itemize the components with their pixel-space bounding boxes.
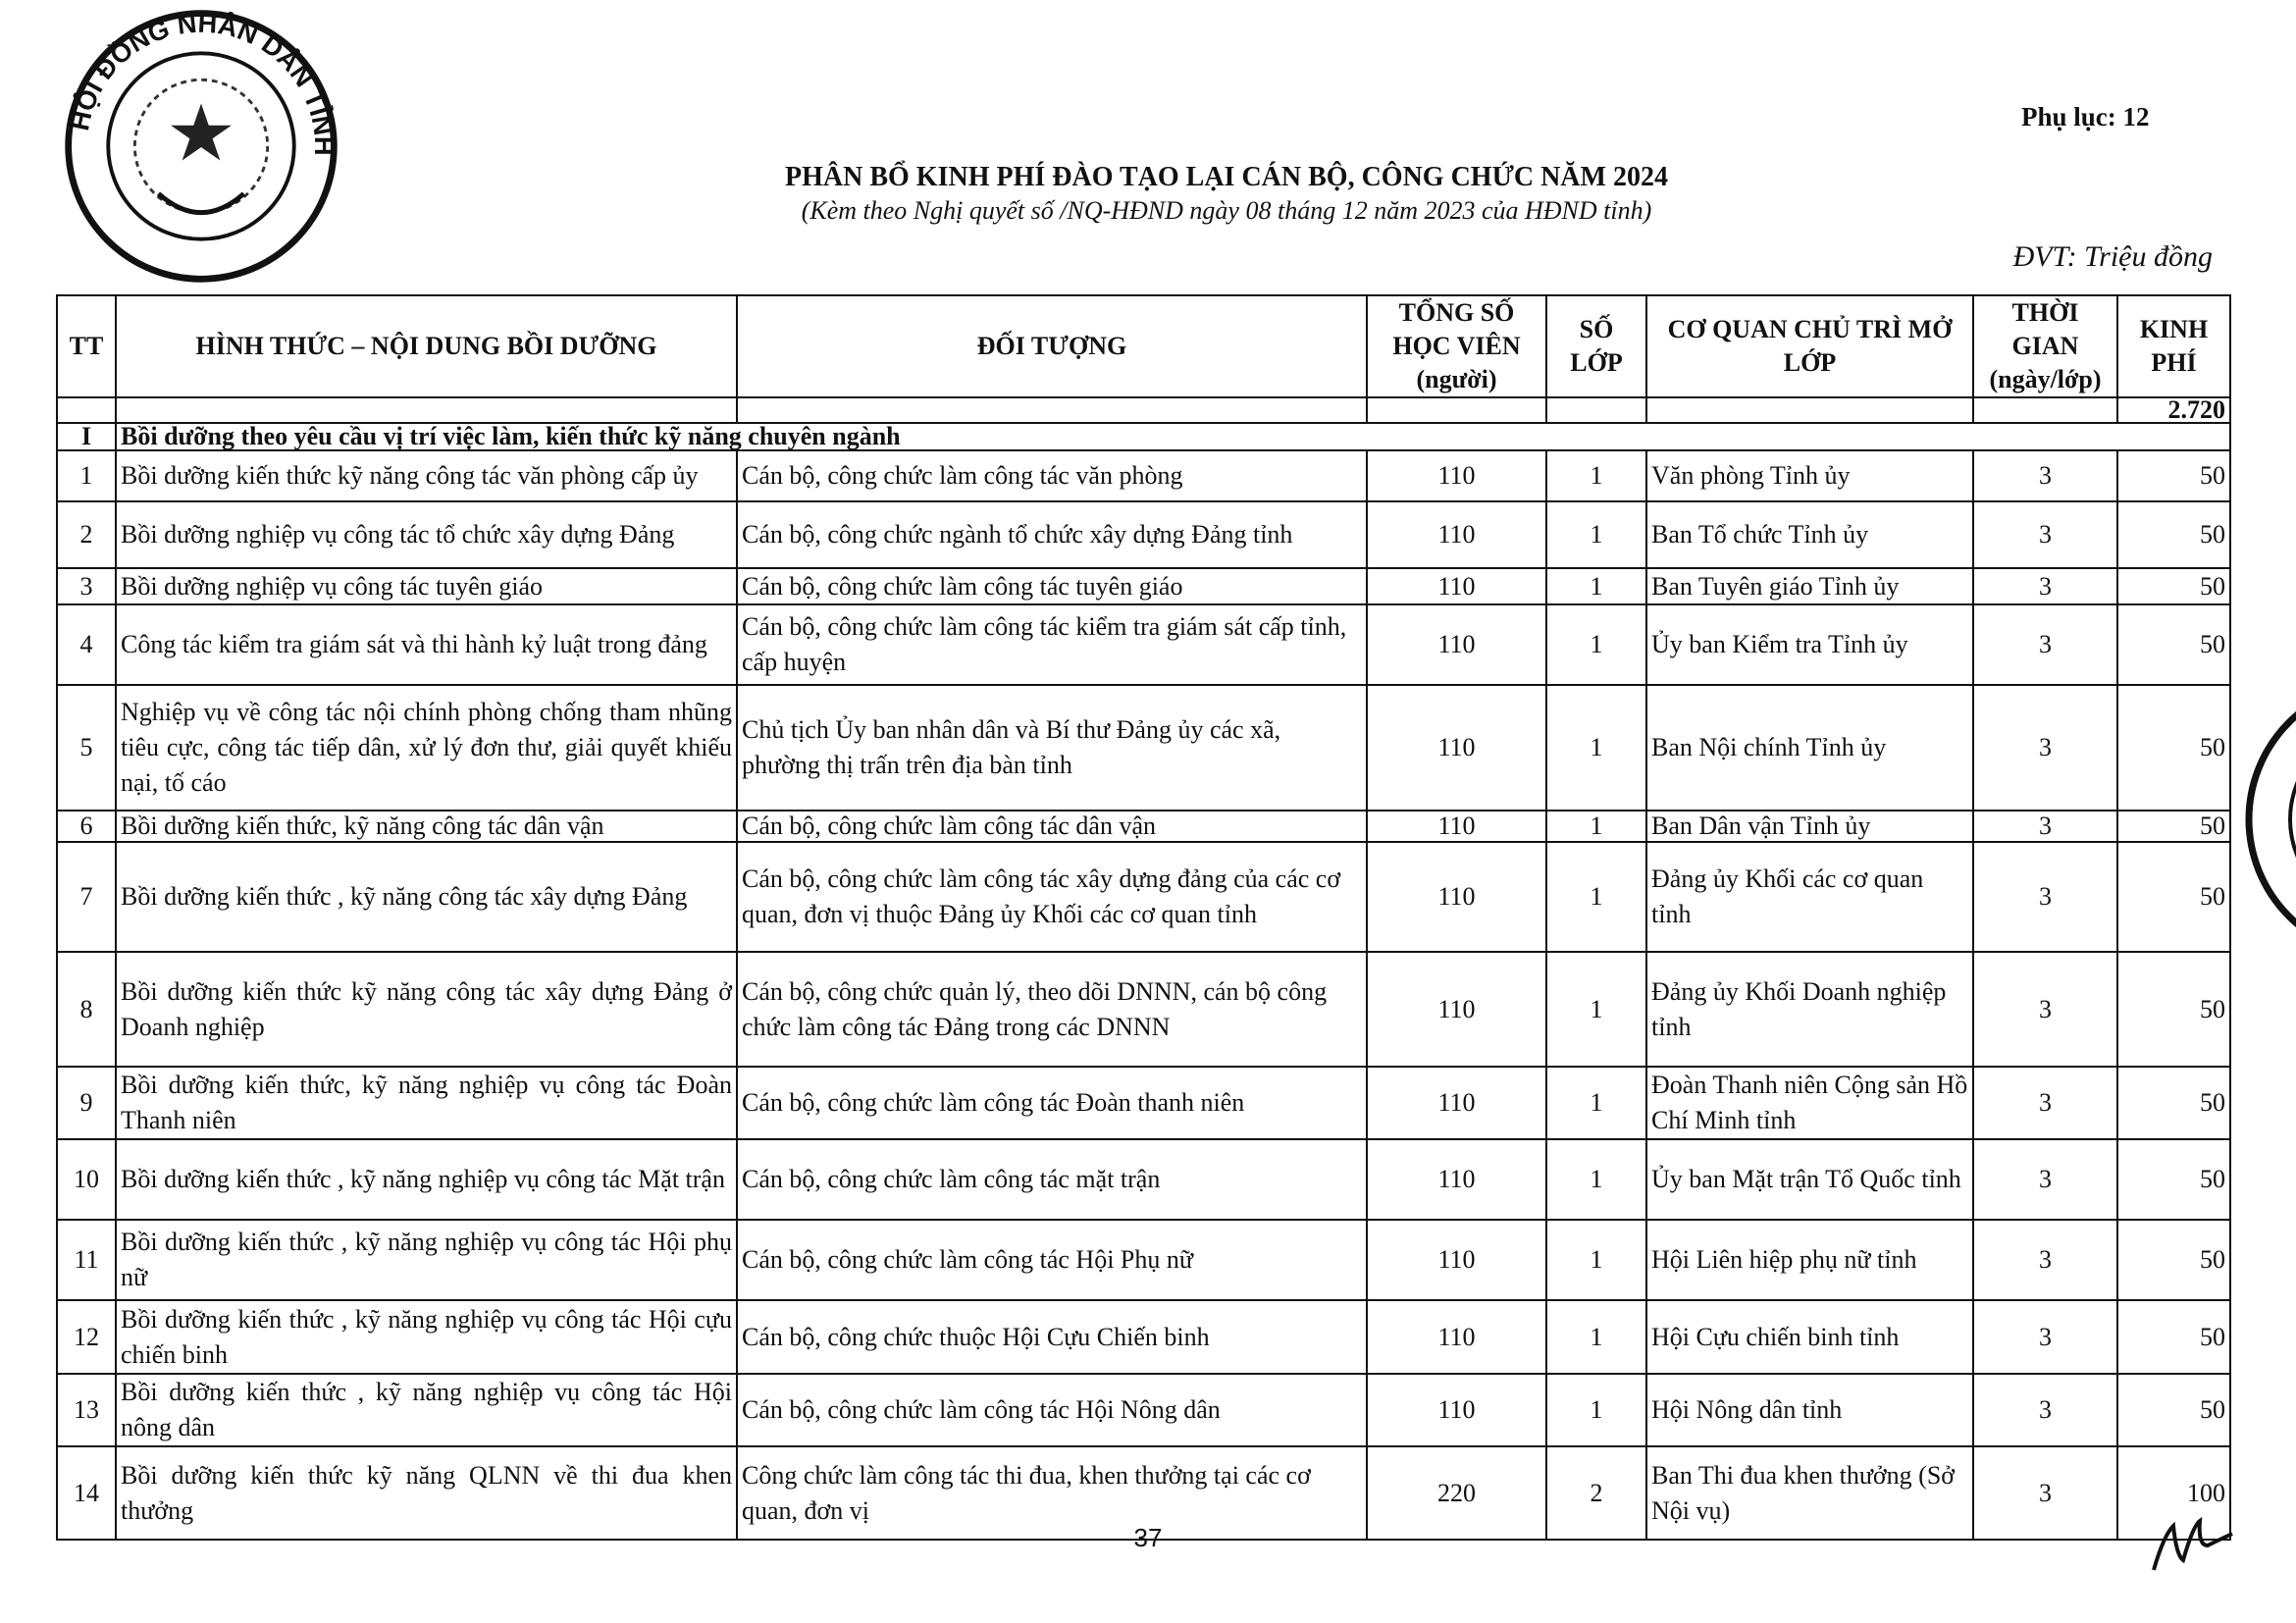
- table-header-row: [57, 295, 2230, 397]
- trainee-count: 110: [1367, 952, 1546, 1067]
- host-agency: Hội Nông dân tỉnh: [1646, 1374, 1973, 1446]
- empty-cell: [57, 397, 116, 423]
- duration-days: 3: [1973, 1446, 2117, 1540]
- row-number: 1: [57, 450, 116, 501]
- column-header: CƠ QUAN CHỦ TRÌ MỞ LỚP: [1646, 295, 1973, 397]
- row-number: 12: [57, 1300, 116, 1374]
- empty-cell: [1546, 397, 1646, 423]
- duration-days: 3: [1973, 1220, 2117, 1300]
- row-number: 6: [57, 811, 116, 842]
- table-row: [57, 952, 2230, 1067]
- target-audience: Cán bộ, công chức làm công tác Hội Nông dân: [737, 1374, 1367, 1446]
- host-agency: Ủy ban Mặt trận Tổ Quốc tỉnh: [1646, 1139, 1973, 1220]
- host-agency: Ban Thi đua khen thưởng (Sở Nội vụ): [1646, 1446, 1973, 1540]
- table-row: [57, 842, 2230, 952]
- section-title: Bồi dưỡng theo yêu cầu vị trí việc làm, kiến thức kỹ năng chuyên ngành: [116, 423, 2230, 450]
- duration-days: 3: [1973, 604, 2117, 685]
- budget-amount: 50: [2117, 842, 2230, 952]
- table-row: [57, 1067, 2230, 1139]
- class-count: 1: [1546, 501, 1646, 568]
- training-content: Bồi dưỡng kiến thức, kỹ năng nghiệp vụ công tác Đoàn Thanh niên: [116, 1067, 737, 1139]
- target-audience: Cán bộ, công chức làm công tác kiểm tra giám sát cấp tỉnh, cấp huyện: [737, 604, 1367, 685]
- training-content: Bồi dưỡng kiến thức , kỹ năng nghiệp vụ công tác Mặt trận: [116, 1139, 737, 1220]
- trainee-count: 110: [1367, 604, 1546, 685]
- training-content: Bồi dưỡng nghiệp vụ công tác tuyên giáo: [116, 568, 737, 604]
- budget-amount: 50: [2117, 811, 2230, 842]
- training-content: Bồi dưỡng kiến thức , kỹ năng công tác xây dựng Đảng: [116, 842, 737, 952]
- column-header: TT: [57, 295, 116, 397]
- duration-days: 3: [1973, 568, 2117, 604]
- duration-days: 3: [1973, 842, 2117, 952]
- class-count: 1: [1546, 811, 1646, 842]
- budget-amount: 50: [2117, 604, 2230, 685]
- empty-cell: [1646, 397, 1973, 423]
- training-content: Bồi dưỡng nghiệp vụ công tác tổ chức xây dựng Đảng: [116, 501, 737, 568]
- budget-amount: 50: [2117, 450, 2230, 501]
- budget-amount: 50: [2117, 568, 2230, 604]
- trainee-count: 110: [1367, 1139, 1546, 1220]
- trainee-count: 110: [1367, 842, 1546, 952]
- class-count: 1: [1546, 450, 1646, 501]
- row-number: 7: [57, 842, 116, 952]
- host-agency: Ban Dân vận Tỉnh ủy: [1646, 811, 1973, 842]
- budget-amount: 50: [2117, 1067, 2230, 1139]
- unit-label: ĐVT: Triệu đồng: [2012, 240, 2213, 273]
- host-agency: Ủy ban Kiểm tra Tỉnh ủy: [1646, 604, 1973, 685]
- training-content: Công tác kiểm tra giám sát và thi hành kỷ luật trong đảng: [116, 604, 737, 685]
- duration-days: 3: [1973, 952, 2117, 1067]
- table-row: [57, 568, 2230, 604]
- training-content: Bồi dưỡng kiến thức, kỹ năng công tác dân vận: [116, 811, 737, 842]
- trainee-count: 110: [1367, 568, 1546, 604]
- training-content: Bồi dưỡng kiến thức kỹ năng công tác văn phòng cấp ủy: [116, 450, 737, 501]
- column-header: ĐỐI TƯỢNG: [737, 295, 1367, 397]
- row-number: 10: [57, 1139, 116, 1220]
- table-row: [57, 1220, 2230, 1300]
- target-audience: Cán bộ, công chức quản lý, theo dõi DNNN, cán bộ công chức làm công tác Đảng trong các DNNN: [737, 952, 1367, 1067]
- host-agency: Văn phòng Tỉnh ủy: [1646, 450, 1973, 501]
- training-content: Bồi dưỡng kiến thức , kỹ năng nghiệp vụ công tác Hội phụ nữ: [116, 1220, 737, 1300]
- trainee-count: 110: [1367, 1300, 1546, 1374]
- budget-amount: 50: [2117, 1139, 2230, 1220]
- trainee-count: 110: [1367, 450, 1546, 501]
- training-content: Nghiệp vụ về công tác nội chính phòng chống tham nhũng tiêu cực, công tác tiếp dân, xử lý đơn thư, giải quyết khiếu nại, tố cáo: [116, 685, 737, 811]
- row-number: 9: [57, 1067, 116, 1139]
- class-count: 1: [1546, 842, 1646, 952]
- target-audience: Chủ tịch Ủy ban nhân dân và Bí thư Đảng ủy các xã, phường thị trấn trên địa bàn tỉnh: [737, 685, 1367, 811]
- total-amount: 2.720: [2117, 397, 2230, 423]
- budget-amount: 100: [2117, 1446, 2230, 1540]
- official-seal: [59, 4, 343, 288]
- table-row: [57, 1139, 2230, 1220]
- target-audience: Cán bộ, công chức làm công tác mặt trận: [737, 1139, 1367, 1220]
- target-audience: Cán bộ, công chức làm công tác tuyên giáo: [737, 568, 1367, 604]
- budget-amount: 50: [2117, 501, 2230, 568]
- column-header: KINH PHÍ: [2117, 295, 2230, 397]
- target-audience: Cán bộ, công chức làm công tác Hội Phụ nữ: [737, 1220, 1367, 1300]
- seal-text: HỘI ĐỒNG NHÂN DÂN TỈNH: [65, 8, 339, 156]
- budget-amount: 50: [2117, 1220, 2230, 1300]
- empty-cell: [1973, 397, 2117, 423]
- budget-table: [56, 294, 2231, 1541]
- column-header: THỜI GIAN (ngày/lớp): [1973, 295, 2117, 397]
- target-audience: Cán bộ, công chức làm công tác Đoàn thanh niên: [737, 1067, 1367, 1139]
- budget-amount: 50: [2117, 1374, 2230, 1446]
- table-row: [57, 1374, 2230, 1446]
- row-number: 14: [57, 1446, 116, 1540]
- target-audience: Cán bộ, công chức làm công tác văn phòng: [737, 450, 1367, 501]
- duration-days: 3: [1973, 811, 2117, 842]
- host-agency: Đảng ủy Khối các cơ quan tỉnh: [1646, 842, 1973, 952]
- host-agency: Ban Tổ chức Tỉnh ủy: [1646, 501, 1973, 568]
- row-number: 11: [57, 1220, 116, 1300]
- document-title: PHÂN BỔ KINH PHÍ ĐÀO TẠO LẠI CÁN BỘ, CÔNG CHỨC NĂM 2024: [785, 162, 1668, 192]
- row-number: 5: [57, 685, 116, 811]
- class-count: 1: [1546, 604, 1646, 685]
- training-content: Bồi dưỡng kiến thức kỹ năng công tác xây dựng Đảng ở Doanh nghiệp: [116, 952, 737, 1067]
- class-count: 1: [1546, 1067, 1646, 1139]
- column-header: SỐ LỚP: [1546, 295, 1646, 397]
- duration-days: 3: [1973, 501, 2117, 568]
- appendix-label: Phụ lục: 12: [2021, 102, 2150, 131]
- row-number: 4: [57, 604, 116, 685]
- class-count: 1: [1546, 1139, 1646, 1220]
- budget-amount: 50: [2117, 1300, 2230, 1374]
- training-content: Bồi dưỡng kiến thức , kỹ năng nghiệp vụ công tác Hội nông dân: [116, 1374, 737, 1446]
- trainee-count: 110: [1367, 501, 1546, 568]
- class-count: 1: [1546, 1220, 1646, 1300]
- training-content: Bồi dưỡng kiến thức kỹ năng QLNN về thi đua khen thưởng: [116, 1446, 737, 1540]
- trainee-count: 110: [1367, 1220, 1546, 1300]
- row-number: 3: [57, 568, 116, 604]
- duration-days: 3: [1973, 1374, 2117, 1446]
- host-agency: Ban Tuyên giáo Tỉnh ủy: [1646, 568, 1973, 604]
- duration-days: 3: [1973, 1139, 2117, 1220]
- column-header: HÌNH THỨC – NỘI DUNG BỒI DƯỠNG: [116, 295, 737, 397]
- duration-days: 3: [1973, 1300, 2117, 1374]
- host-agency: Đoàn Thanh niên Cộng sản Hồ Chí Minh tỉnh: [1646, 1067, 1973, 1139]
- table-row: [57, 604, 2230, 685]
- empty-cell: [1367, 397, 1546, 423]
- duration-days: 3: [1973, 1067, 2117, 1139]
- class-count: 1: [1546, 685, 1646, 811]
- host-agency: Ban Nội chính Tỉnh ủy: [1646, 685, 1973, 811]
- partial-seal: [2239, 677, 2296, 962]
- duration-days: 3: [1973, 685, 2117, 811]
- table-row: [57, 450, 2230, 501]
- target-audience: Cán bộ, công chức thuộc Hội Cựu Chiến binh: [737, 1300, 1367, 1374]
- column-header: TỔNG SỐ HỌC VIÊN (người): [1367, 295, 1546, 397]
- budget-amount: 50: [2117, 952, 2230, 1067]
- class-count: 1: [1546, 952, 1646, 1067]
- host-agency: Đảng ủy Khối Doanh nghiệp tỉnh: [1646, 952, 1973, 1067]
- training-content: Bồi dưỡng kiến thức , kỹ năng nghiệp vụ công tác Hội cựu chiến binh: [116, 1300, 737, 1374]
- row-number: 2: [57, 501, 116, 568]
- class-count: 2: [1546, 1446, 1646, 1540]
- document-subtitle: (Kèm theo Nghị quyết số /NQ-HĐND ngày 08 tháng 12 năm 2023 của HĐND tỉnh): [801, 196, 1652, 225]
- trainee-count: 110: [1367, 1067, 1546, 1139]
- trainee-count: 110: [1367, 1374, 1546, 1446]
- row-number: 13: [57, 1374, 116, 1446]
- target-audience: Cán bộ, công chức ngành tổ chức xây dựng Đảng tỉnh: [737, 501, 1367, 568]
- host-agency: Hội Cựu chiến binh tỉnh: [1646, 1300, 1973, 1374]
- empty-cell: [737, 397, 1367, 423]
- budget-amount: 50: [2117, 685, 2230, 811]
- trainee-count: 110: [1367, 685, 1546, 811]
- class-count: 1: [1546, 568, 1646, 604]
- target-audience: Công chức làm công tác thi đua, khen thưởng tại các cơ quan, đơn vị: [737, 1446, 1367, 1540]
- row-number: 8: [57, 952, 116, 1067]
- page-number: 37: [1133, 1523, 1163, 1552]
- table-row: [57, 685, 2230, 811]
- section-row: [57, 423, 2230, 450]
- table-row: [57, 1300, 2230, 1374]
- duration-days: 3: [1973, 450, 2117, 501]
- host-agency: Hội Liên hiệp phụ nữ tỉnh: [1646, 1220, 1973, 1300]
- class-count: 1: [1546, 1374, 1646, 1446]
- empty-cell: [116, 397, 737, 423]
- class-count: 1: [1546, 1300, 1646, 1374]
- table-row: [57, 501, 2230, 568]
- trainee-count: 110: [1367, 811, 1546, 842]
- table-row: [57, 811, 2230, 842]
- trainee-count: 220: [1367, 1446, 1546, 1540]
- total-row: [57, 397, 2230, 423]
- target-audience: Cán bộ, công chức làm công tác xây dựng đảng của các cơ quan, đơn vị thuộc Đảng ủy Khối các cơ quan tỉnh: [737, 842, 1367, 952]
- target-audience: Cán bộ, công chức làm công tác dân vận: [737, 811, 1367, 842]
- section-number: I: [57, 423, 116, 450]
